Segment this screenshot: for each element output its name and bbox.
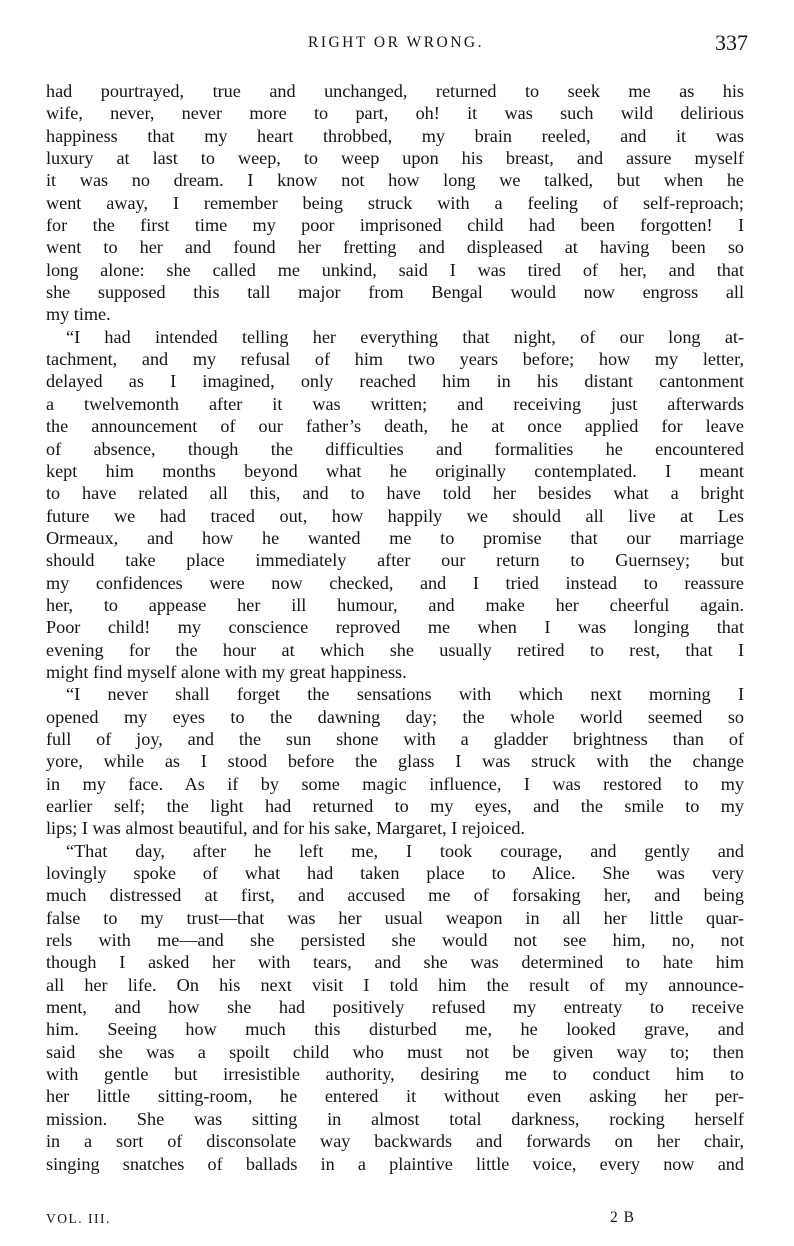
text-line: “That day, after he left me, I took courage, and gently and [66,840,744,861]
text-line: luxury at last to weep, to weep upon his breast, and assure myself [46,148,744,169]
volume-label: VOL. III. [46,1211,111,1226]
text-line: her little sitting-room, he entered it without even asking her per- [46,1086,744,1107]
text-line: of absence, though the difficulties and formalities he encountered [46,438,744,459]
text-line: lips; I was almost beautiful, and for his sake, Margaret, I rejoiced. [46,818,525,839]
text-line: with gentle but irresistible authority, desiring me to conduct him to [46,1064,744,1085]
text-line: had pourtrayed, true and unchanged, returned to seek me as his [46,81,744,101]
text-line: singing snatches of ballads in a plaintive little voice, every now and [46,1153,744,1174]
text-line: evening for the hour at which she usually retired to rest, that I [46,639,744,660]
text-line: a twelvemonth after it was written; and receiving just afterwards [46,393,744,414]
text-line: her, to appease her ill humour, and make her cheerful again. [46,594,744,615]
text-line: Ormeaux, and how he wanted me to promise that our marriage [46,527,744,548]
text-line: my time. [46,304,111,325]
text-line: yore, while as I stood before the glass I was struck with the change [46,751,744,772]
text-line: happiness that my heart throbbed, my brain reeled, and it was [46,125,744,146]
text-line: might find myself alone with my great happiness. [46,661,407,682]
text-line: opened my eyes to the dawning day; the whole world seemed so [46,706,744,727]
text-line: much distressed at first, and accused me of forsaking her, and being [46,885,744,906]
body-text [46,80,744,1175]
text-line: lovingly spoke of what had taken place to Alice. She was very [46,863,744,884]
text-line: she supposed this tall major from Bengal would now engross all [46,282,744,303]
page-header [44,30,748,64]
text-line: wife, never, never more to part, oh! it was such wild delirious [46,103,744,124]
text-line: my confidences were now checked, and I tried instead to reassure [46,572,744,593]
text-line: it was no dream. I know not how long we talked, but when he [46,170,744,191]
running-head: RIGHT OR WRONG. [307,34,484,51]
text-line: future we had traced out, how happily we should all live at Les [46,505,744,526]
text-line: him. Seeing how much this disturbed me, he looked grave, and [46,1019,744,1040]
text-line: ment, and how she had positively refused my entreaty to receive [46,997,744,1018]
text-line: went to her and found her fretting and displeased at having been so [46,237,744,258]
text-line: in my face. As if by some magic influence, I was restored to my [46,773,744,794]
signature-mark: 2 B [610,1209,635,1226]
text-line: false to my trust—that was her usual weapon in all her little quar- [46,907,744,928]
text-line: kept him months beyond what he originally contemplated. I meant [46,460,744,481]
text-line: mission. She was sitting in almost total darkness, rocking herself [46,1108,744,1129]
text-line: earlier self; the light had returned to my eyes, and the smile to my [46,796,744,816]
page-number: 337 [715,30,748,55]
text-line: said she was a spoilt child who must not be given way to; then [46,1041,744,1062]
text-line: should take place immediately after our return to Guernsey; but [46,550,744,571]
text-line: rels with me—and she persisted she would not see him, no, not [46,930,744,951]
text-line: “I never shall forget the sensations with which next morning I [66,684,744,705]
text-line: for the first time my poor imprisoned child had been forgotten! I [46,215,744,236]
text-line: went away, I remember being struck with a feeling of self-reproach; [46,192,744,213]
page-footer [46,1211,686,1233]
text-line: “I had intended telling her everything that night, of our long at- [66,326,744,347]
text-line: delayed as I imagined, only reached him in his distant cantonment [46,371,744,392]
text-line: long alone: she called me unkind, said I was tired of her, and that [46,259,744,280]
text-line: the announcement of our father’s death, he at once applied for leave [46,416,744,437]
text-line: in a sort of disconsolate way backwards and forwards on her chair, [46,1131,744,1152]
text-line: full of joy, and the sun shone with a gladder brightness than of [46,728,744,749]
text-line: to have related all this, and to have told her besides what a bright [46,483,744,504]
text-line: Poor child! my conscience reproved me when I was longing that [46,617,744,638]
text-line: though I asked her with tears, and she was determined to hate him [46,952,744,973]
text-line: all her life. On his next visit I told him the result of my announce- [46,974,744,995]
text-line: tachment, and my refusal of him two years before; how my letter, [46,349,744,370]
